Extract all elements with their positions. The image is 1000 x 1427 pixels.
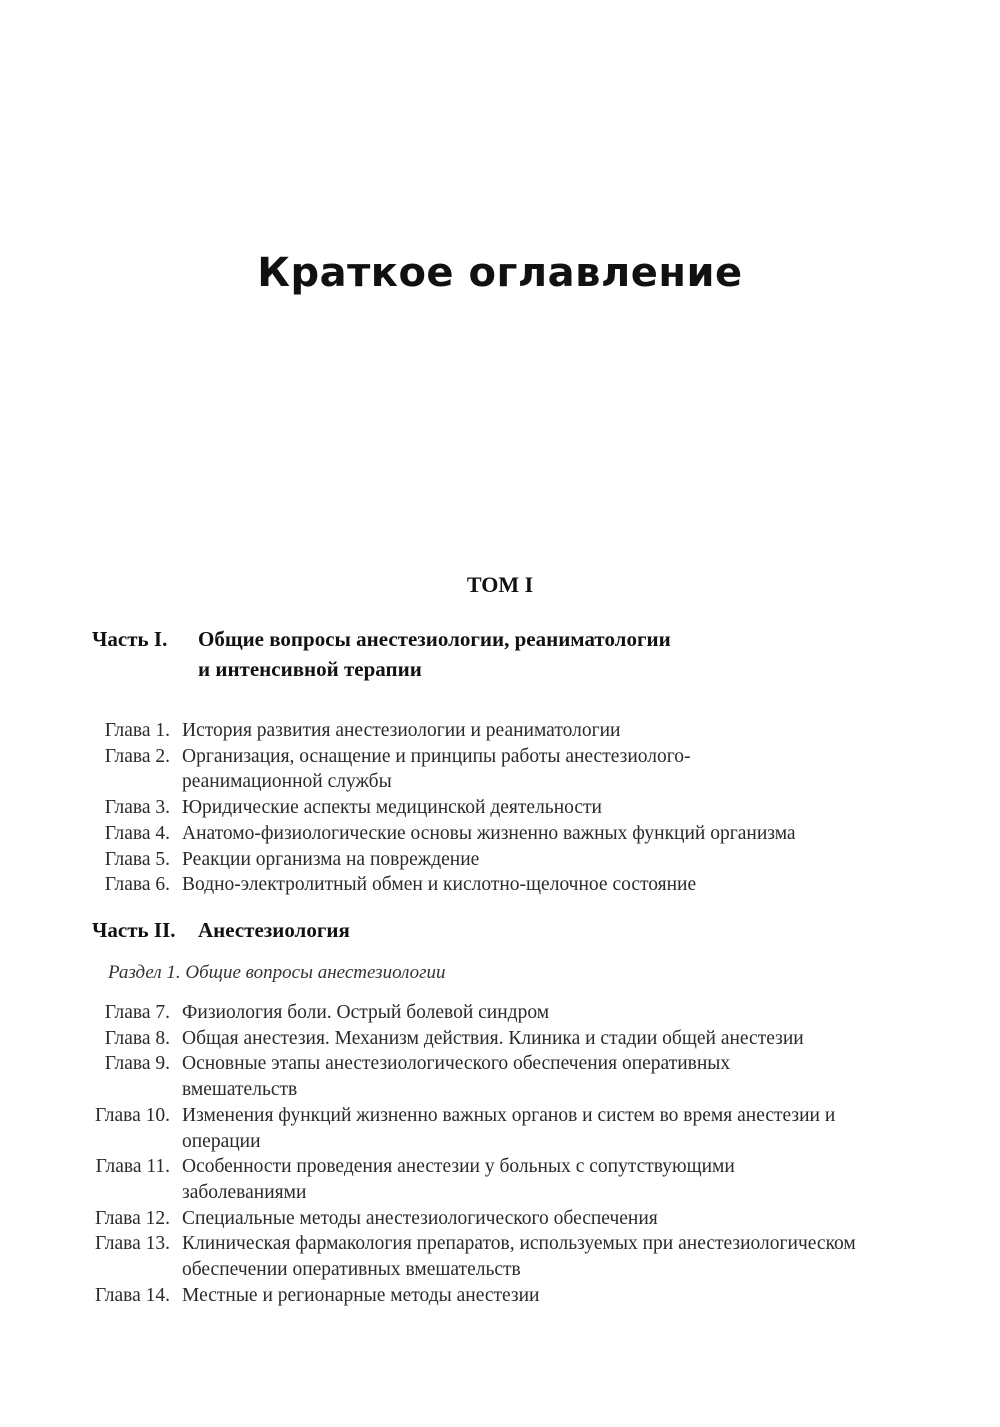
toc-entry-chapter-13[interactable] <box>0 1231 1000 1282</box>
chapter-number: Глава 14. <box>94 1284 170 1306</box>
toc-entry-chapter-5[interactable] <box>0 847 1000 873</box>
toc-entry-chapter-14[interactable] <box>0 1283 1000 1309</box>
toc-entry-chapter-6[interactable] <box>0 872 1000 898</box>
chapter-number: Глава 3. <box>104 797 170 819</box>
part-1-title-line2: и интенсивной терапии <box>198 657 422 681</box>
toc-entry-chapter-2[interactable] <box>0 744 1000 795</box>
volume-heading: ТОМ I <box>466 572 534 597</box>
page-title: Краткое оглавление <box>257 250 743 296</box>
chapter-title: Физиология боли. Острый болевой синдром <box>182 1002 550 1023</box>
chapter-title: История развития анестезиологии и реаниматологии <box>182 720 621 741</box>
part-1-chapter-list <box>0 718 1000 898</box>
chapter-title: Водно-электролитный обмен и кислотно-щелочное состояние <box>182 874 697 896</box>
toc-entry-chapter-9[interactable] <box>0 1051 1000 1102</box>
toc-entry-chapter-8[interactable] <box>0 1026 1000 1052</box>
chapter-number: Глава 13. <box>94 1233 170 1255</box>
part-2-heading <box>92 915 952 945</box>
toc-entry-chapter-3[interactable] <box>0 795 1000 821</box>
chapter-number: Глава 7. <box>104 1002 170 1023</box>
chapter-number: Глава 1. <box>104 720 170 741</box>
toc-entry-chapter-11[interactable] <box>0 1154 1000 1205</box>
part-2-title: Анестезиология <box>198 918 350 942</box>
chapter-number: Глава 2. <box>104 745 170 767</box>
chapter-title: Организация, оснащение и принципы работы анестезиолого-реанимационной службы <box>182 745 691 793</box>
part-2-chapter-list <box>0 1000 1000 1308</box>
chapter-title: Основные этапы анестезиологического обеспечения оперативных вмешательств <box>182 1053 731 1101</box>
toc-entry-chapter-7[interactable] <box>0 1000 1000 1026</box>
chapter-number: Глава 10. <box>94 1104 170 1126</box>
chapter-number: Глава 11. <box>95 1156 170 1178</box>
section-1-heading: Раздел 1. Общие вопросы анестезиологии <box>108 962 446 983</box>
chapter-title: Анатомо-физиологические основы жизненно важных функций организма <box>182 822 796 844</box>
toc-entry-chapter-12[interactable] <box>0 1206 1000 1232</box>
part-1-title-line1: Общие вопросы анестезиологии, реаниматологии <box>198 627 671 651</box>
chapter-number: Глава 5. <box>104 848 170 870</box>
chapter-number: Глава 9. <box>104 1053 170 1075</box>
chapter-title: Особенности проведения анестезии у больных с сопутствующими заболеваниями <box>182 1156 735 1203</box>
chapter-title: Юридические аспекты медицинской деятельности <box>182 797 602 819</box>
chapter-title: Клиническая фармакология препаратов, используемых при анестезиологическом обеспечении оперативных вмешательств <box>182 1233 856 1281</box>
toc-entry-chapter-10[interactable] <box>0 1103 1000 1154</box>
chapter-number: Глава 8. <box>104 1027 170 1049</box>
chapter-number: Глава 6. <box>104 874 170 896</box>
chapter-title: Местные и регионарные методы анестезии <box>182 1284 540 1306</box>
chapter-title: Реакции организма на повреждение <box>182 848 480 870</box>
chapter-title: Специальные методы анестезиологического обеспечения <box>182 1207 658 1229</box>
toc-entry-chapter-4[interactable] <box>0 821 1000 847</box>
part-1-heading <box>92 624 952 684</box>
chapter-title: Общая анестезия. Механизм действия. Клиника и стадии общей анестезии <box>182 1027 804 1049</box>
chapter-number: Глава 4. <box>104 822 170 844</box>
part-2-label: Часть II. <box>92 918 176 942</box>
part-1-label: Часть I. <box>92 627 168 651</box>
toc-entry-chapter-1[interactable] <box>0 718 1000 744</box>
chapter-number: Глава 12. <box>94 1207 170 1229</box>
chapter-title: Изменения функций жизненно важных органов и систем во время анестезии и операции <box>182 1104 836 1152</box>
